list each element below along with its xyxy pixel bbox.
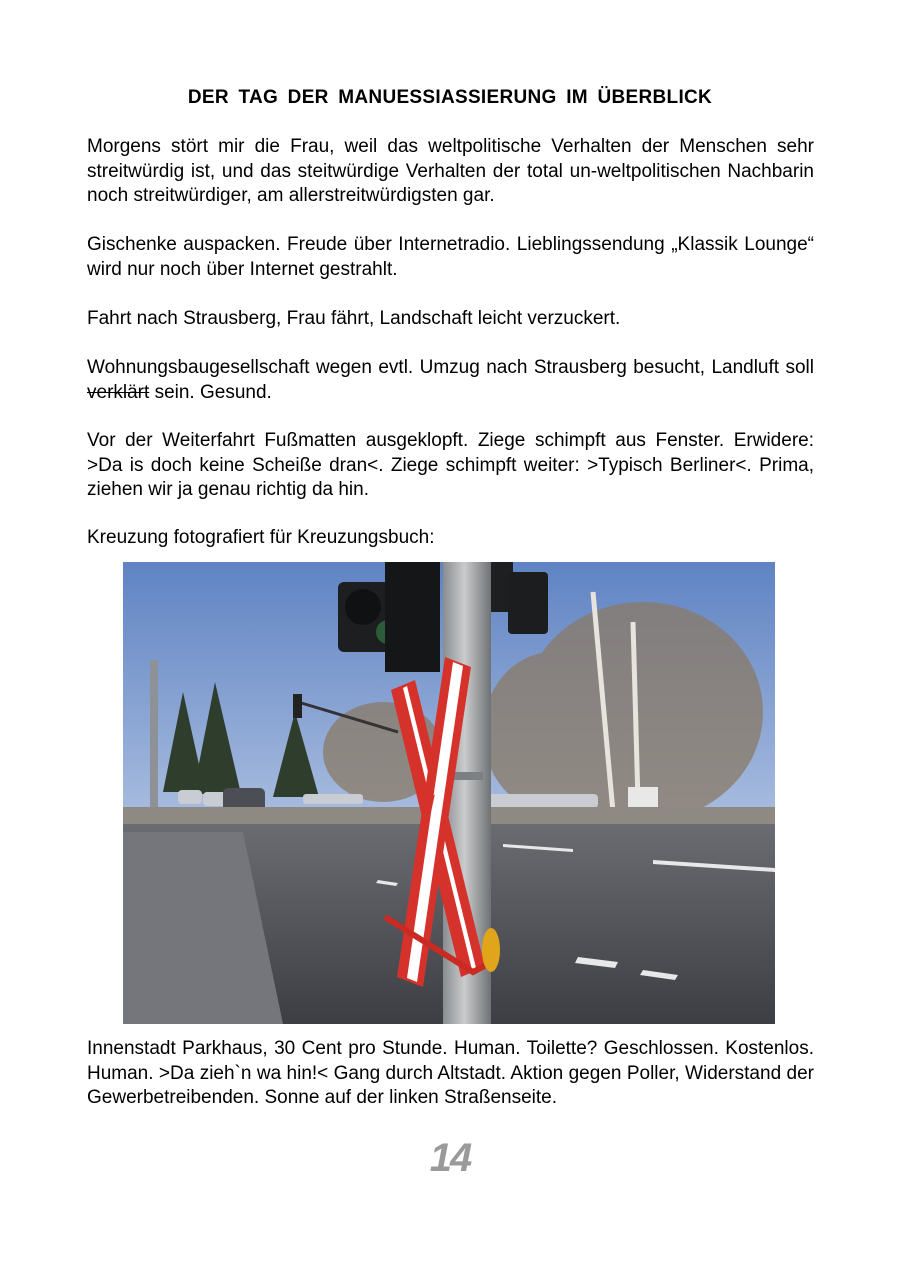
paragraph-doormats: Vor der Weiterfahrt Fußmatten ausgeklopft. Ziege schimpft aus Fenster. Erwidere: >Da is doch keine Scheiße dran<. Ziege schimpft weiter: >Typisch Berliner<. Prima, ziehen wir ja genau richtig da hin. — [87, 430, 814, 500]
paragraph-morning: Morgens stört mir die Frau, weil das weltpolitische Verhalten der Menschen sehr streitwürdig ist, und das steitwürdige Verhalten der total un-weltpolitischen Nachbarin noch streitwürdiger, am allerstreitwürdigsten gar. — [87, 136, 814, 206]
housing-text-a: Wohnungsbaugesellschaft wegen evtl. Umzug nach Strausberg besucht, Landluft soll — [87, 357, 814, 378]
paragraph-drive: Fahrt nach Strausberg, Frau fährt, Landschaft leicht verzuckert. — [87, 308, 621, 329]
housing-text-b: sein. Gesund. — [149, 381, 272, 403]
crossing-photo — [123, 562, 775, 1024]
paragraph-crossing: Kreuzung fotografiert für Kreuzungsbuch: — [87, 527, 435, 548]
paragraph-presents: Gischenke auspacken. Freude über Internetradio. Lieblingssendung „Klassik Lounge“ wird nur noch über Internet gestrahlt. — [87, 234, 814, 280]
page-title: DER TAG DER MANUESSIASSIERUNG IM ÜBERBLICK — [187, 87, 713, 108]
page-number: 14 — [429, 1136, 471, 1180]
struck-word: verklärt — [87, 381, 150, 403]
paragraph-housing — [87, 356, 814, 405]
paragraph-parking: Innenstadt Parkhaus, 30 Cent pro Stunde. Human. Toilette? Geschlossen. Kostenlos. Human. >Da zieh`n wa hin!< Gang durch Altstadt. Aktion gegen Poller, Widerstand der Gewerbetreibenden. Sonne auf der linken Straßenseite. — [87, 1038, 814, 1108]
